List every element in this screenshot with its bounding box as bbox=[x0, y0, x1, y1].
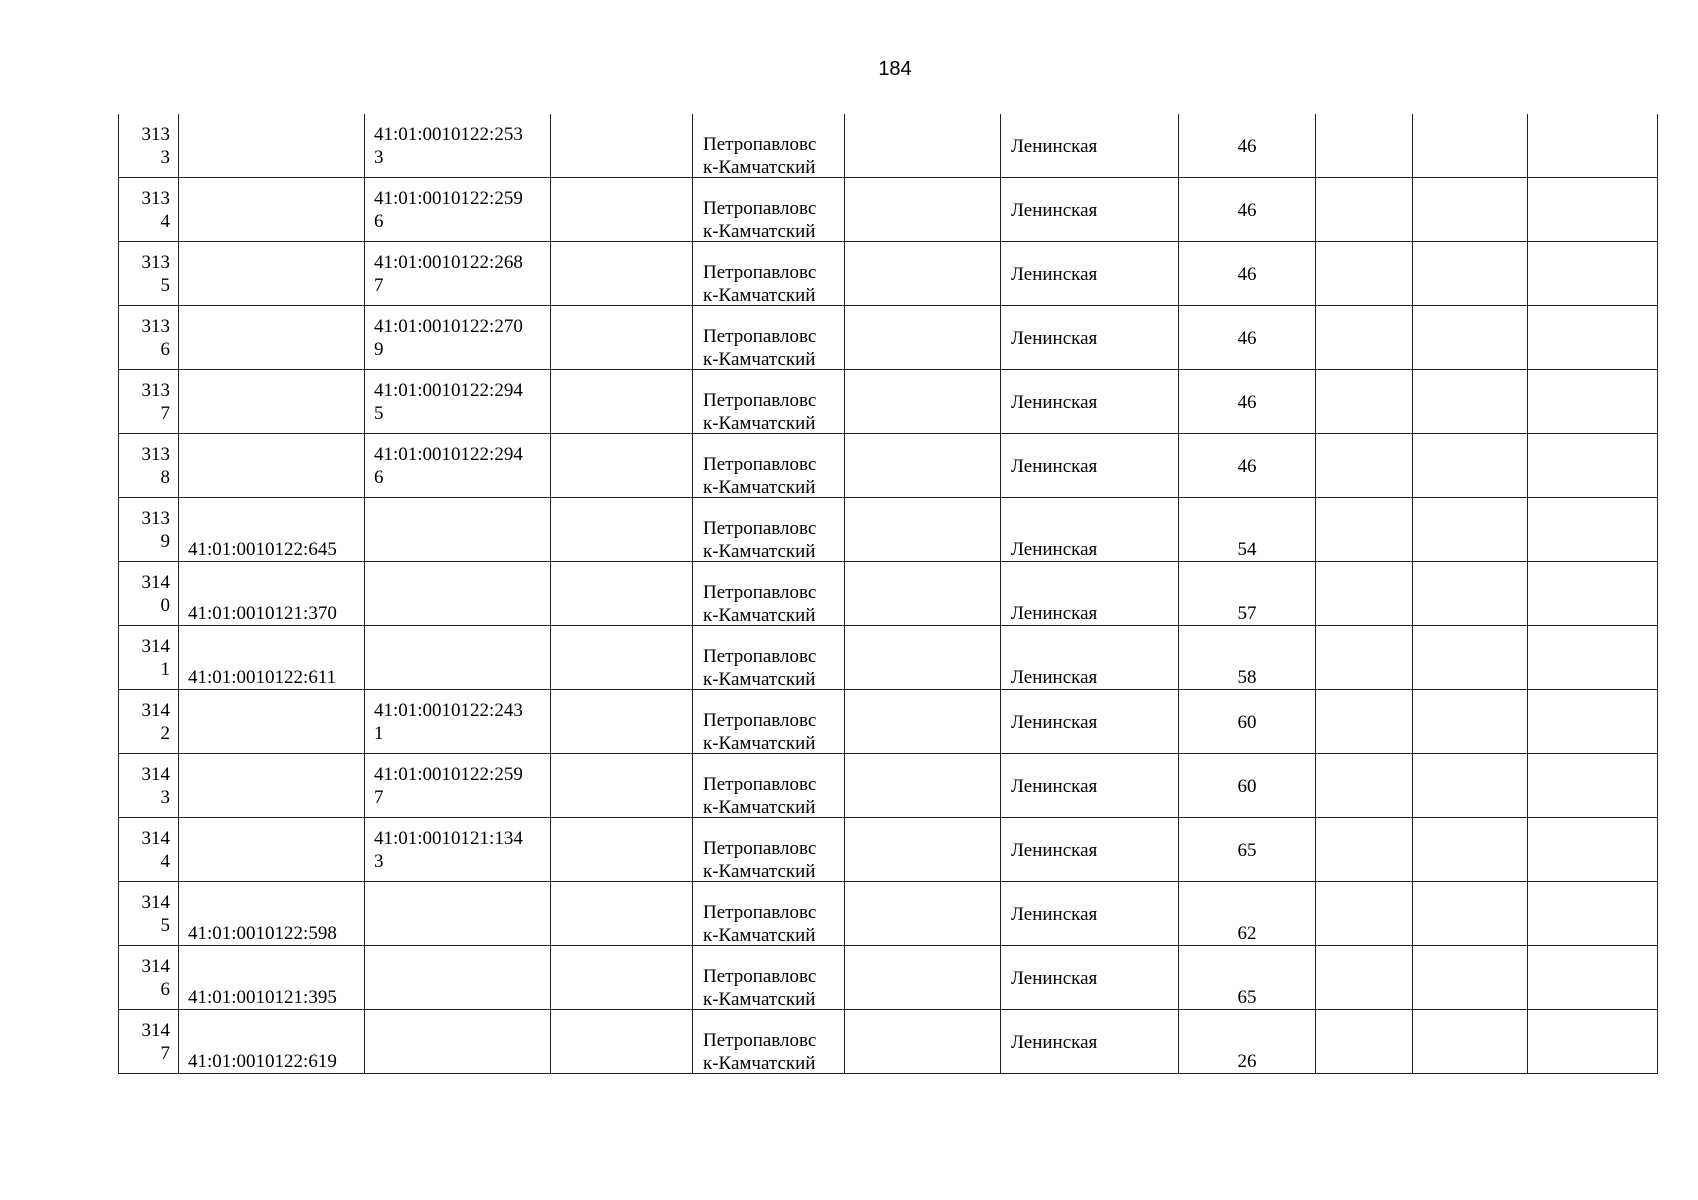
cell-cadastral-building bbox=[365, 562, 551, 626]
cell-empty bbox=[551, 818, 693, 882]
cell-empty bbox=[1413, 306, 1528, 370]
city-name-line2: к-Камчатский bbox=[703, 797, 816, 818]
city-name-line2: к-Камчатский bbox=[703, 925, 816, 946]
cadastral-land-number: 41:01:0010122:611 bbox=[188, 667, 337, 688]
cell-empty bbox=[1413, 178, 1528, 242]
cell-city bbox=[693, 946, 845, 1010]
cell-empty bbox=[1413, 370, 1528, 434]
cell-empty bbox=[551, 370, 693, 434]
cell-empty bbox=[551, 178, 693, 242]
house-number: 62 bbox=[1237, 923, 1257, 944]
house-number: 46 bbox=[1237, 328, 1257, 349]
cadastral-building-number-tail: 7 bbox=[374, 275, 384, 296]
city-name-line2: к-Камчатский bbox=[703, 349, 816, 370]
city-name-line1: Петропавловс bbox=[703, 902, 817, 923]
cell-cadastral-building bbox=[365, 626, 551, 690]
cadastral-building-number: 41:01:0010121:134 bbox=[374, 828, 523, 849]
cell-empty bbox=[551, 754, 693, 818]
street-name: Ленинская bbox=[1011, 840, 1098, 861]
row-number-part1: 313 bbox=[141, 380, 170, 401]
cell-number bbox=[119, 690, 179, 754]
cell-empty bbox=[1316, 1010, 1413, 1074]
street-name: Ленинская bbox=[1011, 328, 1098, 349]
city-name-line1: Петропавловс bbox=[703, 134, 817, 155]
street-name: Ленинская bbox=[1011, 1032, 1098, 1053]
cell-empty bbox=[845, 562, 1001, 626]
cell-empty bbox=[1528, 946, 1658, 1010]
cell-cadastral-land bbox=[179, 114, 365, 178]
cell-empty bbox=[1413, 754, 1528, 818]
cell-number bbox=[119, 882, 179, 946]
cell-empty bbox=[551, 1010, 693, 1074]
cell-empty bbox=[551, 882, 693, 946]
cadastral-building-number-tail: 7 bbox=[374, 787, 384, 808]
cell-city bbox=[693, 1010, 845, 1074]
row-number-part1: 313 bbox=[141, 252, 170, 273]
cell-house bbox=[1179, 242, 1316, 306]
table-row bbox=[119, 690, 1658, 754]
cell-cadastral-building bbox=[365, 882, 551, 946]
cadastral-building-number-tail: 6 bbox=[374, 211, 384, 232]
cell-empty bbox=[845, 946, 1001, 1010]
city-name-line2: к-Камчатский bbox=[703, 477, 816, 498]
house-number: 54 bbox=[1237, 539, 1257, 560]
cell-street bbox=[1001, 114, 1179, 178]
cadastral-building-number: 41:01:0010122:259 bbox=[374, 764, 523, 785]
cell-empty bbox=[1413, 114, 1528, 178]
table-row bbox=[119, 562, 1658, 626]
cell-street bbox=[1001, 946, 1179, 1010]
cell-empty bbox=[1528, 370, 1658, 434]
city-name-line1: Петропавловс bbox=[703, 582, 817, 603]
cell-cadastral-building bbox=[365, 370, 551, 434]
cell-empty bbox=[1316, 178, 1413, 242]
cell-cadastral-land bbox=[179, 370, 365, 434]
city-name-line1: Петропавловс bbox=[703, 966, 817, 987]
cadastral-building-number: 41:01:0010122:243 bbox=[374, 700, 523, 721]
street-name: Ленинская bbox=[1011, 776, 1098, 797]
cell-empty bbox=[1316, 818, 1413, 882]
cadastral-building-number-tail: 3 bbox=[374, 147, 384, 168]
cell-cadastral-land bbox=[179, 946, 365, 1010]
city-name-line1: Петропавловс bbox=[703, 838, 817, 859]
cell-house bbox=[1179, 818, 1316, 882]
cell-empty bbox=[845, 306, 1001, 370]
cell-street bbox=[1001, 626, 1179, 690]
cell-cadastral-building bbox=[365, 178, 551, 242]
cell-street bbox=[1001, 242, 1179, 306]
city-name-line1: Петропавловс bbox=[703, 710, 817, 731]
cell-city bbox=[693, 306, 845, 370]
cell-street bbox=[1001, 754, 1179, 818]
cell-cadastral-land bbox=[179, 690, 365, 754]
registry-table bbox=[118, 114, 1658, 1074]
city-name-line1: Петропавловс bbox=[703, 262, 817, 283]
street-name: Ленинская bbox=[1011, 136, 1098, 157]
cell-empty bbox=[1528, 178, 1658, 242]
cell-empty bbox=[1413, 690, 1528, 754]
row-number-part1: 314 bbox=[141, 700, 170, 721]
cell-empty bbox=[845, 882, 1001, 946]
cell-number bbox=[119, 818, 179, 882]
cell-cadastral-building bbox=[365, 946, 551, 1010]
city-name-line1: Петропавловс bbox=[703, 1030, 817, 1051]
cell-empty bbox=[1316, 690, 1413, 754]
cell-cadastral-land bbox=[179, 242, 365, 306]
house-number: 57 bbox=[1237, 603, 1257, 624]
cell-empty bbox=[845, 626, 1001, 690]
cell-city bbox=[693, 178, 845, 242]
city-name-line1: Петропавловс bbox=[703, 390, 817, 411]
cell-house bbox=[1179, 114, 1316, 178]
cell-number bbox=[119, 754, 179, 818]
row-number-part2: 2 bbox=[160, 723, 170, 744]
cell-empty bbox=[1528, 818, 1658, 882]
cadastral-land-number: 41:01:0010122:598 bbox=[188, 923, 337, 944]
cell-city bbox=[693, 114, 845, 178]
row-number-part2: 7 bbox=[160, 403, 170, 424]
cell-empty bbox=[1413, 626, 1528, 690]
table-row bbox=[119, 114, 1658, 178]
cell-empty bbox=[845, 1010, 1001, 1074]
cadastral-land-number: 41:01:0010122:645 bbox=[188, 539, 337, 560]
cell-cadastral-land bbox=[179, 562, 365, 626]
city-name-line2: к-Камчатский bbox=[703, 285, 816, 306]
cell-cadastral-building bbox=[365, 690, 551, 754]
city-name-line1: Петропавловс bbox=[703, 518, 817, 539]
cell-number bbox=[119, 498, 179, 562]
cell-house bbox=[1179, 498, 1316, 562]
cell-cadastral-building bbox=[365, 818, 551, 882]
house-number: 65 bbox=[1237, 987, 1257, 1008]
cell-empty bbox=[1316, 242, 1413, 306]
table-body bbox=[119, 114, 1658, 1074]
street-name: Ленинская bbox=[1011, 904, 1098, 925]
city-name-line2: к-Камчатский bbox=[703, 989, 816, 1010]
cell-empty bbox=[1316, 754, 1413, 818]
cell-city bbox=[693, 562, 845, 626]
cell-empty bbox=[1316, 434, 1413, 498]
cell-empty bbox=[845, 818, 1001, 882]
cadastral-building-number: 41:01:0010122:270 bbox=[374, 316, 523, 337]
house-number: 58 bbox=[1237, 667, 1257, 688]
city-name-line1: Петропавловс bbox=[703, 326, 817, 347]
row-number-part1: 314 bbox=[141, 636, 170, 657]
cell-empty bbox=[1316, 370, 1413, 434]
house-number: 46 bbox=[1237, 264, 1257, 285]
cadastral-land-number: 41:01:0010122:619 bbox=[188, 1051, 337, 1072]
cadastral-building-number-tail: 3 bbox=[374, 851, 384, 872]
cell-cadastral-land bbox=[179, 626, 365, 690]
cell-empty bbox=[551, 562, 693, 626]
row-number-part2: 5 bbox=[160, 915, 170, 936]
city-name-line2: к-Камчатский bbox=[703, 157, 816, 178]
table-row bbox=[119, 754, 1658, 818]
cell-number bbox=[119, 1010, 179, 1074]
cell-cadastral-building bbox=[365, 1010, 551, 1074]
cell-house bbox=[1179, 434, 1316, 498]
cell-empty bbox=[1528, 690, 1658, 754]
table-row bbox=[119, 178, 1658, 242]
cell-number bbox=[119, 178, 179, 242]
city-name-line1: Петропавловс bbox=[703, 774, 817, 795]
city-name-line2: к-Камчатский bbox=[703, 1053, 816, 1074]
cell-cadastral-land bbox=[179, 178, 365, 242]
cell-house bbox=[1179, 562, 1316, 626]
house-number: 46 bbox=[1237, 200, 1257, 221]
cadastral-building-number: 41:01:0010122:253 bbox=[374, 124, 523, 145]
cell-cadastral-building bbox=[365, 242, 551, 306]
cell-cadastral-land bbox=[179, 882, 365, 946]
city-name-line2: к-Камчатский bbox=[703, 733, 816, 754]
row-number-part2: 1 bbox=[160, 659, 170, 680]
house-number: 46 bbox=[1237, 136, 1257, 157]
cell-empty bbox=[551, 242, 693, 306]
cell-empty bbox=[1413, 562, 1528, 626]
cadastral-building-number: 41:01:0010122:294 bbox=[374, 444, 523, 465]
row-number-part1: 314 bbox=[141, 956, 170, 977]
house-number: 60 bbox=[1237, 712, 1257, 733]
cell-empty bbox=[551, 946, 693, 1010]
street-name: Ленинская bbox=[1011, 539, 1098, 560]
cadastral-building-number: 41:01:0010122:259 bbox=[374, 188, 523, 209]
street-name: Ленинская bbox=[1011, 968, 1098, 989]
city-name-line1: Петропавловс bbox=[703, 646, 817, 667]
row-number-part1: 314 bbox=[141, 892, 170, 913]
house-number: 46 bbox=[1237, 456, 1257, 477]
cell-city bbox=[693, 690, 845, 754]
cell-house bbox=[1179, 178, 1316, 242]
row-number-part1: 314 bbox=[141, 1020, 170, 1041]
cell-cadastral-building bbox=[365, 306, 551, 370]
cell-house bbox=[1179, 754, 1316, 818]
cell-empty bbox=[551, 626, 693, 690]
row-number-part2: 4 bbox=[160, 851, 170, 872]
street-name: Ленинская bbox=[1011, 200, 1098, 221]
cell-empty bbox=[1528, 562, 1658, 626]
cell-empty bbox=[1316, 306, 1413, 370]
cell-cadastral-land bbox=[179, 818, 365, 882]
table-row bbox=[119, 818, 1658, 882]
cell-empty bbox=[1316, 882, 1413, 946]
cell-empty bbox=[1413, 818, 1528, 882]
cell-house bbox=[1179, 690, 1316, 754]
city-name-line2: к-Камчатский bbox=[703, 861, 816, 882]
row-number-part1: 313 bbox=[141, 124, 170, 145]
row-number-part2: 0 bbox=[160, 595, 170, 616]
city-name-line2: к-Камчатский bbox=[703, 605, 816, 626]
city-name-line2: к-Камчатский bbox=[703, 221, 816, 242]
table-row bbox=[119, 1010, 1658, 1074]
cell-number bbox=[119, 114, 179, 178]
cell-empty bbox=[1528, 626, 1658, 690]
cell-empty bbox=[1528, 498, 1658, 562]
table-row bbox=[119, 946, 1658, 1010]
table-row bbox=[119, 626, 1658, 690]
street-name: Ленинская bbox=[1011, 456, 1098, 477]
cell-house bbox=[1179, 626, 1316, 690]
cell-empty bbox=[1413, 882, 1528, 946]
cell-city bbox=[693, 434, 845, 498]
cell-empty bbox=[845, 178, 1001, 242]
cell-street bbox=[1001, 1010, 1179, 1074]
row-number-part2: 8 bbox=[160, 467, 170, 488]
cell-street bbox=[1001, 562, 1179, 626]
cadastral-land-number: 41:01:0010121:370 bbox=[188, 603, 337, 624]
cell-empty bbox=[1528, 434, 1658, 498]
row-number-part2: 6 bbox=[160, 979, 170, 1000]
table-row bbox=[119, 434, 1658, 498]
row-number-part2: 6 bbox=[160, 339, 170, 360]
cadastral-building-number-tail: 9 bbox=[374, 339, 384, 360]
cell-empty bbox=[551, 498, 693, 562]
cell-empty bbox=[1528, 114, 1658, 178]
city-name-line2: к-Камчатский bbox=[703, 669, 816, 690]
cell-city bbox=[693, 818, 845, 882]
cell-city bbox=[693, 498, 845, 562]
row-number-part1: 314 bbox=[141, 572, 170, 593]
cell-street bbox=[1001, 818, 1179, 882]
cell-house bbox=[1179, 1010, 1316, 1074]
cadastral-building-number: 41:01:0010122:294 bbox=[374, 380, 523, 401]
table-row bbox=[119, 498, 1658, 562]
cell-empty bbox=[1528, 1010, 1658, 1074]
cell-cadastral-building bbox=[365, 114, 551, 178]
cadastral-building-number-tail: 6 bbox=[374, 467, 384, 488]
cadastral-land-number: 41:01:0010121:395 bbox=[188, 987, 337, 1008]
cell-street bbox=[1001, 370, 1179, 434]
cell-street bbox=[1001, 690, 1179, 754]
cell-empty bbox=[1528, 306, 1658, 370]
cell-house bbox=[1179, 882, 1316, 946]
row-number-part2: 3 bbox=[160, 147, 170, 168]
table-row bbox=[119, 882, 1658, 946]
cell-empty bbox=[1413, 242, 1528, 306]
cell-empty bbox=[1528, 882, 1658, 946]
cell-empty bbox=[845, 242, 1001, 306]
row-number-part2: 9 bbox=[160, 531, 170, 552]
row-number-part2: 4 bbox=[160, 211, 170, 232]
table-row bbox=[119, 370, 1658, 434]
city-name-line2: к-Камчатский bbox=[703, 541, 816, 562]
cell-cadastral-land bbox=[179, 754, 365, 818]
house-number: 60 bbox=[1237, 776, 1257, 797]
cell-street bbox=[1001, 882, 1179, 946]
cell-city bbox=[693, 626, 845, 690]
cell-empty bbox=[1413, 498, 1528, 562]
row-number-part1: 313 bbox=[141, 508, 170, 529]
street-name: Ленинская bbox=[1011, 712, 1098, 733]
house-number: 46 bbox=[1237, 392, 1257, 413]
cadastral-building-number-tail: 5 bbox=[374, 403, 384, 424]
cell-empty bbox=[845, 434, 1001, 498]
cell-number bbox=[119, 562, 179, 626]
cell-cadastral-building bbox=[365, 434, 551, 498]
cell-cadastral-land bbox=[179, 1010, 365, 1074]
row-number-part1: 314 bbox=[141, 828, 170, 849]
cell-house bbox=[1179, 370, 1316, 434]
row-number-part2: 7 bbox=[160, 1043, 170, 1064]
cadastral-building-number: 41:01:0010122:268 bbox=[374, 252, 523, 273]
cell-empty bbox=[551, 306, 693, 370]
city-name-line2: к-Камчатский bbox=[703, 413, 816, 434]
cell-empty bbox=[551, 690, 693, 754]
row-number-part1: 314 bbox=[141, 764, 170, 785]
city-name-line1: Петропавловс bbox=[703, 198, 817, 219]
cell-empty bbox=[845, 754, 1001, 818]
cell-city bbox=[693, 242, 845, 306]
cell-empty bbox=[845, 690, 1001, 754]
house-number: 26 bbox=[1237, 1051, 1257, 1072]
cell-number bbox=[119, 434, 179, 498]
street-name: Ленинская bbox=[1011, 264, 1098, 285]
cell-empty bbox=[845, 370, 1001, 434]
cell-house bbox=[1179, 306, 1316, 370]
table-row bbox=[119, 242, 1658, 306]
cell-empty bbox=[1528, 754, 1658, 818]
cell-empty bbox=[1528, 242, 1658, 306]
cell-empty bbox=[1413, 1010, 1528, 1074]
cell-empty bbox=[551, 114, 693, 178]
cell-empty bbox=[1316, 946, 1413, 1010]
cell-street bbox=[1001, 178, 1179, 242]
table-row bbox=[119, 306, 1658, 370]
cell-city bbox=[693, 370, 845, 434]
cell-empty bbox=[1316, 626, 1413, 690]
row-number-part1: 313 bbox=[141, 316, 170, 337]
cell-empty bbox=[1316, 114, 1413, 178]
cell-empty bbox=[845, 498, 1001, 562]
cell-cadastral-land bbox=[179, 434, 365, 498]
cell-city bbox=[693, 882, 845, 946]
page-number: 184 bbox=[878, 58, 912, 80]
cell-empty bbox=[1316, 562, 1413, 626]
cell-street bbox=[1001, 498, 1179, 562]
city-name-line1: Петропавловс bbox=[703, 454, 817, 475]
row-number-part2: 3 bbox=[160, 787, 170, 808]
cell-street bbox=[1001, 434, 1179, 498]
street-name: Ленинская bbox=[1011, 603, 1098, 624]
cell-city bbox=[693, 754, 845, 818]
cell-empty bbox=[845, 114, 1001, 178]
cell-empty bbox=[1316, 498, 1413, 562]
house-number: 65 bbox=[1237, 840, 1257, 861]
cell-cadastral-building bbox=[365, 754, 551, 818]
cell-empty bbox=[1413, 946, 1528, 1010]
cell-number bbox=[119, 306, 179, 370]
cell-cadastral-land bbox=[179, 306, 365, 370]
street-name: Ленинская bbox=[1011, 667, 1098, 688]
row-number-part1: 313 bbox=[141, 188, 170, 209]
row-number-part1: 313 bbox=[141, 444, 170, 465]
cell-cadastral-building bbox=[365, 498, 551, 562]
cell-street bbox=[1001, 306, 1179, 370]
cell-number bbox=[119, 626, 179, 690]
cell-cadastral-land bbox=[179, 498, 365, 562]
cell-number bbox=[119, 370, 179, 434]
street-name: Ленинская bbox=[1011, 392, 1098, 413]
cell-number bbox=[119, 242, 179, 306]
row-number-part2: 5 bbox=[160, 275, 170, 296]
cell-number bbox=[119, 946, 179, 1010]
cell-empty bbox=[1413, 434, 1528, 498]
cadastral-building-number-tail: 1 bbox=[374, 723, 384, 744]
cell-house bbox=[1179, 946, 1316, 1010]
cell-empty bbox=[551, 434, 693, 498]
